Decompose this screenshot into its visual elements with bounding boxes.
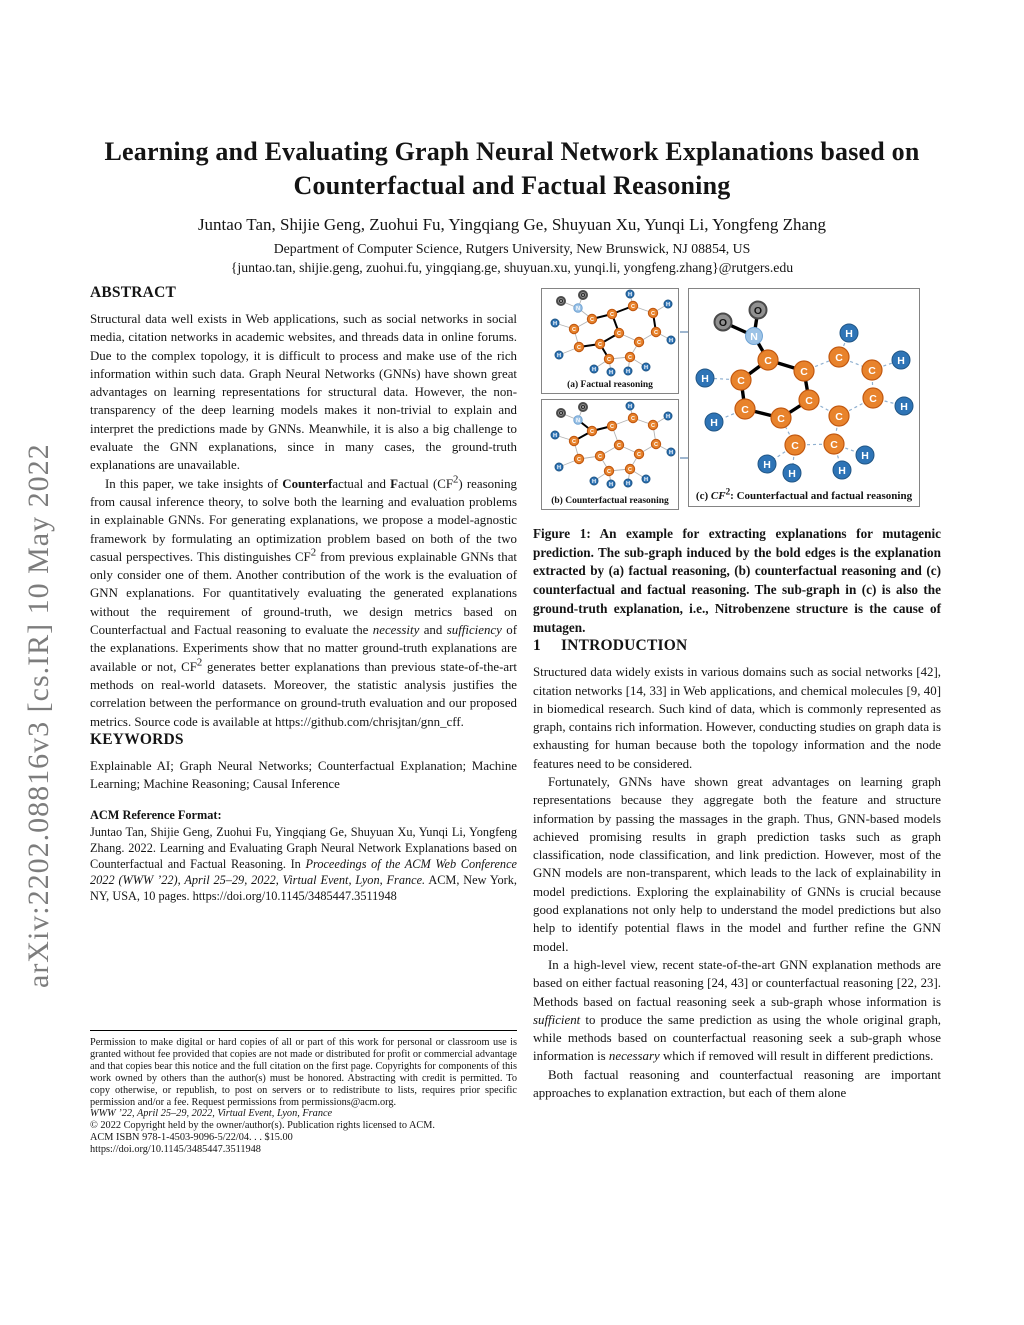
svg-text:C: C — [636, 340, 642, 347]
svg-text:C: C — [616, 443, 622, 450]
intro-paragraph-4: Both factual reasoning and counterfactual reasoning are important approaches to explanation extraction, but each of them alone — [533, 1067, 941, 1101]
svg-text:C: C — [835, 351, 843, 364]
svg-text:H: H — [625, 369, 631, 376]
intro-paragraph-1: Structured data widely exists in various domains such as social networks [42], citation networks [14, 33] in Web applications, and chemical molecules [9, 40] in biomedical research. Such kind of data, which is commonly represented as graph, contains rich information. However, conducting studies on graph data is exhausting for human because both the topology information and the node features need to be considered. — [533, 665, 941, 771]
abstract-paragraph-2: In this paper, we take insights of Counterfactual and Factual $(CF^2)$ reasoning from causal inference theory, to solve both the learning and evaluation problems in explainable GNNs. For generating explanations, we propose a model-agnostic framework by formulating an optimization problem based on both of the two casual perspectives. This distinguishes $CF^2$ from previous explainable GNNs that only consider one of them. Another contribution of the work is the evaluation of GNN explanations. For quantitatively evaluating the generated explanations without the requirement of ground-truth, we design metrics based on Counterfactual and Factual reasoning to evaluate the necessity and sufficiency of the explanations. Experiments show that no matter ground-truth explanations are available or not, $CF^2$ generates better explanations than previous state-of-the-art methods on real-world datasets. Moreover, the statistic analysis justifies the correlation between the performance on ground-truth evaluation and our proposed metrics. Source code is available at https://github.com/chrisjtan/gnn_cff. — [90, 473, 518, 729]
footnote-block — [90, 1030, 517, 1156]
left-column — [90, 284, 517, 904]
svg-text:H: H — [668, 338, 674, 345]
svg-text:H: H — [701, 372, 709, 385]
keywords-heading: KEYWORDS — [90, 730, 184, 748]
svg-text:H: H — [552, 321, 558, 328]
svg-text:C: C — [764, 354, 772, 367]
svg-text:N: N — [750, 330, 758, 343]
authors-line: Juntao Tan, Shijie Geng, Zuohui Fu, Yingqiang Ge, Shuyuan Xu, Yunqi Li, Yongfeng Zhang — [197, 215, 827, 234]
svg-text:C: C — [589, 317, 595, 324]
svg-text:C: C — [609, 312, 615, 319]
svg-text:C: C — [800, 365, 808, 378]
svg-text:C: C — [589, 429, 595, 436]
svg-text:C: C — [630, 416, 636, 423]
svg-text:O: O — [558, 299, 564, 306]
svg-text:O: O — [718, 316, 728, 329]
svg-text:N: N — [575, 306, 581, 313]
permission-notice: Permission to make digital or hard copies of all or part of this work for personal or classroom use is granted without fee provided that copies are not made or distributed for profit or commercial advantage and that copies bear this notice and the full citation on the first page. Copyrights for components of this work owned by others than the author(s) must be honored. Abstracting with credit is permitted. To copy otherwise, or republish, to post on servers or to redistribute to lists, requires prior specific permission and/or a fee. Request permissions from permissions@acm.org. — [90, 1037, 517, 1108]
right-column — [533, 286, 941, 1102]
svg-text:C: C — [791, 439, 799, 452]
svg-text:H: H — [763, 458, 771, 471]
abstract-paragraph-1: Structural data well exists in Web applications, such as social networks in social media, citation networks in academic websites, and threads data in online forums. Due to the complex topology, it is difficult to process and make use of the rich information within such data. Graph Neural Networks (GNNs) have shown great advantages on learning representations for structural data. However, the non-transparency of the deep learning models makes it non-trivial to explain and interpret the predictions made by GNNs. Meanwhile, it is also a big challenge to evaluate the GNN explanations, since in many cases, the ground-truth explanations are unavailable. — [90, 312, 517, 473]
svg-text:C: C — [597, 454, 603, 461]
svg-text:H: H — [627, 292, 633, 299]
svg-text:H: H — [861, 449, 869, 462]
svg-text:C: C — [636, 452, 642, 459]
svg-text:C: C — [805, 394, 813, 407]
svg-text:C: C — [869, 392, 877, 405]
svg-text:H: H — [552, 433, 558, 440]
introduction-heading — [533, 637, 941, 655]
svg-text:C: C — [835, 410, 843, 423]
svg-text:H: H — [788, 467, 796, 480]
affiliation-line: Department of Computer Science, Rutgers University, New Brunswick, NJ 08854, US — [273, 241, 751, 256]
svg-text:H: H — [556, 353, 562, 360]
svg-text:C: C — [576, 345, 582, 352]
svg-text:C: C — [609, 424, 615, 431]
svg-text:H: H — [710, 416, 718, 429]
svg-text:H: H — [665, 302, 671, 309]
svg-text:H: H — [643, 477, 649, 484]
svg-text:H: H — [838, 464, 846, 477]
svg-text:C: C — [576, 457, 582, 464]
figure-1-caption: Figure 1: An example for extracting explanations for mutagenic prediction. The sub-graph induced by the bold edges is the explanation extracted by (a) factual reasoning, (b) counterfactual reasoning and (c) counterfactual and factual reasoning. The sub-graph in (c) is also the ground-truth explanation, i.e., Nitrobenzene structure is the cause of mutagen. — [533, 526, 941, 635]
section-title: INTRODUCTION — [560, 637, 688, 655]
doi-link[interactable]: https://doi.org/10.1145/3485447.3511948 — [90, 1144, 261, 1156]
svg-text:C: C — [571, 327, 577, 334]
svg-text:O: O — [753, 304, 763, 317]
svg-text:H: H — [900, 400, 908, 413]
svg-text:C: C — [830, 438, 838, 451]
intro-paragraph-2: Fortunately, GNNs have shown great advantages on learning graph representations because they aggregate both the feature and structure information by passing the massages in the graph. Thus, GNN-based models achieved promising results in graph prediction tasks such as graph classification, node classification, and link prediction. However, most of the GNN models are non-transparent, which leads to the lack of explainability in model predictions. Exploring the explainability of GNNs is crucial because good explanations not only help to understand the model predictions but also help to identify potential flaws in the model and further refine the GNN model. — [533, 775, 941, 954]
acm-reference-heading: ACM Reference Format: — [90, 808, 222, 823]
svg-text:O: O — [558, 411, 564, 418]
email-line: {juntao.tan, shijie.geng, zuohui.fu, yingqiang.ge, shuyuan.xu, yunqi.li, yongfeng.zhang}@rutgers.edu — [230, 260, 794, 275]
svg-text:C: C — [777, 412, 785, 425]
svg-text:H: H — [608, 482, 614, 489]
svg-text:N: N — [575, 418, 581, 425]
page-title: Learning and Evaluating Graph Neural Network Explanations based on Counterfactual and Factual Reasoning — [104, 137, 920, 200]
figure-1 — [533, 288, 941, 510]
molecule-graph-cf2 — [689, 289, 918, 485]
isbn-line: ACM ISBN 978-1-4503-9096-5/22/04. . . $15.00 — [90, 1132, 293, 1144]
svg-text:H: H — [643, 365, 649, 372]
svg-text:C: C — [627, 355, 633, 362]
svg-text:C: C — [650, 423, 656, 430]
svg-text:C: C — [627, 467, 633, 474]
svg-text:O: O — [580, 405, 586, 412]
svg-text:C: C — [597, 342, 603, 349]
svg-text:C: C — [571, 439, 577, 446]
svg-text:C: C — [606, 469, 612, 476]
molecule-graph-factual — [542, 289, 677, 379]
svg-text:C: C — [630, 304, 636, 311]
svg-text:H: H — [591, 479, 597, 486]
keywords-text: Explainable AI; Graph Neural Networks; Counterfactual Explanation; Machine Learning; Machine Reasoning; Causal Inference — [90, 758, 517, 792]
svg-text:H: H — [845, 327, 853, 340]
svg-text:O: O — [580, 293, 586, 300]
svg-text:H: H — [556, 465, 562, 472]
svg-text:H: H — [897, 354, 905, 367]
abstract-heading: ABSTRACT — [90, 284, 177, 301]
svg-text:H: H — [627, 404, 633, 411]
figure-panel-factual — [541, 288, 679, 394]
svg-text:H: H — [625, 481, 631, 488]
svg-text:C: C — [741, 403, 749, 416]
svg-text:C: C — [653, 330, 659, 337]
molecule-graph-counterfactual — [542, 400, 677, 492]
svg-text:C: C — [737, 374, 745, 387]
acm-reference-text: Juntao Tan, Shijie Geng, Zuohui Fu, Yingqiang Ge, Shuyuan Xu, Yunqi Li, Yongfeng Zhang. 2022. Learning and Evaluating Graph Neural Network Explanations based on Counterfactual and Factual Reasoning. In Proceedings of the ACM Web Conference 2022 (WWW ’22), April 25–29, 2022, Virtual Event, Lyon, France. ACM, New York, NY, USA, 10 pages. https://doi.org/10.1145/3485447.3511948 — [90, 825, 518, 903]
svg-text:H: H — [608, 370, 614, 377]
intro-paragraph-3: In a high-level view, recent state-of-the-art GNN explanation methods are based on either factual reasoning [24, 43] or counterfactual reasoning [22, 23]. Methods based on factual reasoning seek a sub-graph whose information is sufficient to produce the same prediction as using the whole original graph, while methods based on counterfactual reasoning seek a sub-graph whose information is necessary which if removed will result in different predictions. — [533, 957, 941, 1064]
svg-text:C: C — [653, 442, 659, 449]
figure-panel-counterfactual — [541, 399, 679, 510]
svg-text:H: H — [591, 367, 597, 374]
figure-panel-cf2 — [688, 288, 920, 507]
svg-text:H: H — [668, 450, 674, 457]
copyright-line: © 2022 Copyright held by the owner/author(s). Publication rights licensed to ACM. — [90, 1120, 436, 1132]
figure-panel-a-label: (a) Factual reasoning — [567, 380, 653, 390]
svg-text:C: C — [650, 311, 656, 318]
figure-panel-b-label: (b) Counterfactual reasoning — [551, 496, 669, 506]
section-number: 1 — [533, 637, 541, 655]
figure-panel-c-label: (c) $CF^2$: Counterfactual and factual reasoning — [695, 486, 913, 502]
arxiv-identifier-strip: arXiv:2202.08816v3 [cs.IR] 10 May 2022 — [22, 443, 55, 988]
svg-text:H: H — [665, 414, 671, 421]
svg-text:C: C — [868, 364, 876, 377]
svg-text:C: C — [616, 331, 622, 338]
svg-text:C: C — [606, 357, 612, 364]
conference-line: WWW ’22, April 25–29, 2022, Virtual Event, Lyon, France — [90, 1108, 333, 1120]
footnote-rule — [90, 1030, 517, 1031]
